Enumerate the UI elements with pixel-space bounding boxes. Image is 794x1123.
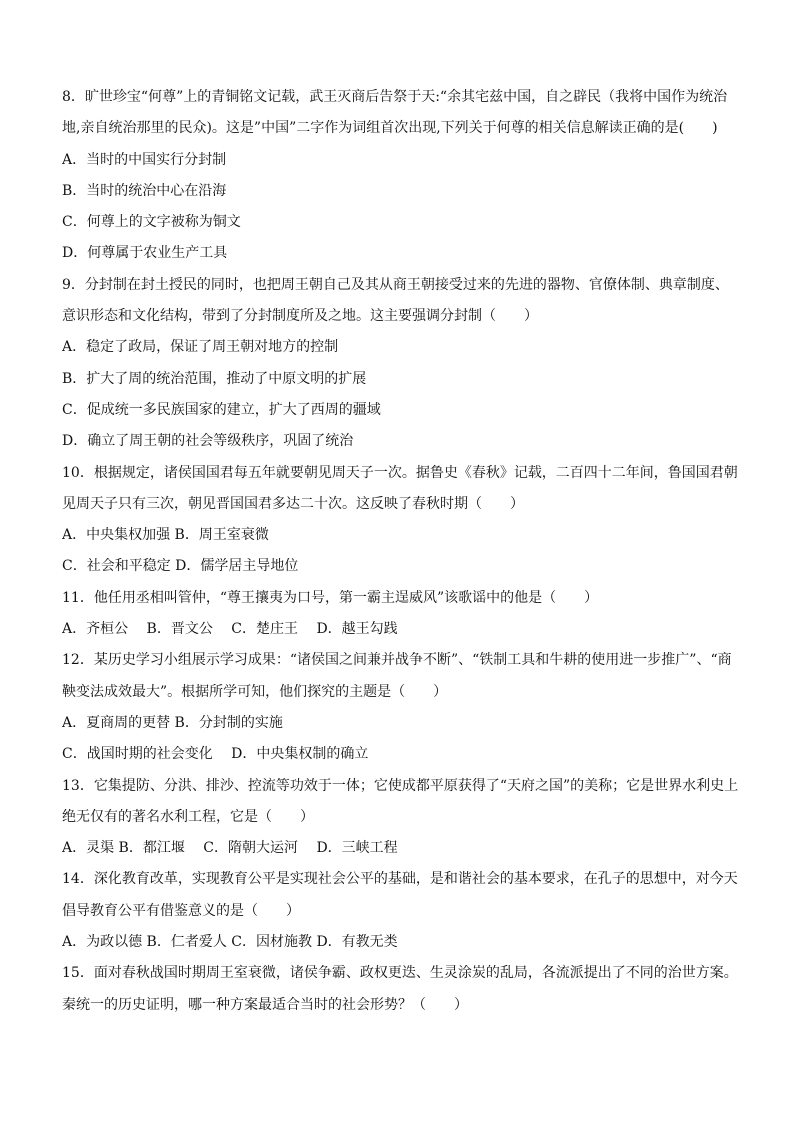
q12-stem-line1: 12．某历史学习小组展示学习成果：“诸侯国之间兼并战争不断”、“铁制工具和牛耕的使用进一步推广”、“商 xyxy=(62,652,732,669)
q8-option-a: A．当时的中国实行分封制 xyxy=(62,151,227,168)
q9-option-b: B．扩大了周的统治范围，推动了中原文明的扩展 xyxy=(62,370,367,387)
q9-stem-line2: 意识形态和文化结构，带到了分封制度所及之地。这主要强调分封制（ ） xyxy=(62,308,538,325)
q8-stem-line2: 地,亲自统治那里的民众)。这是”中国”二字作为词组首次出现,下列关于何尊的相关信息解读正确的是( ) xyxy=(62,120,718,137)
q11-stem: 11．他任用丞相叫管仲，“尊王攘夷为口号，第一霸主逞威风”该歌谣中的他是（ ） xyxy=(62,589,599,606)
q10-stem-line1: 10．根据规定，诸侯国国君每五年就要朝见周天子一次。据鲁史《春秋》记载，二百四十二年间，鲁国国君朝 xyxy=(62,464,738,481)
q10-stem-line2: 见周天子只有三次，朝见晋国国君多达二十次。这反映了春秋时期（ ） xyxy=(62,495,524,512)
q9-stem-line1: 9．分封制在封土授民的同时，也把周王朝自己及其从商王朝接受过来的先进的器物、官僚体制、典章制度、 xyxy=(62,276,729,293)
q10-options-cd: C．社会和平稳定 D．儒学居主导地位 xyxy=(62,558,299,575)
exam-page xyxy=(62,86,742,1025)
q12-options-ab: A．夏商周的更替 B．分封制的实施 xyxy=(62,714,283,731)
q8-stem-line1: 8．旷世珍宝“何尊”上的青铜铭文记载，武王灭商后告祭于天:“余其宅兹中国，自之辟民（我将中国作为统治 xyxy=(62,89,728,105)
q14-stem-line1: 14．深化教育改革，实现教育公平是实现社会公平的基础，是和谐社会的基本要求，在孔子的思想中，对今天 xyxy=(62,871,738,888)
q9-option-a: A．稳定了政局，保证了周王朝对地方的控制 xyxy=(62,339,339,356)
q12-options-cd: C．战国时期的社会变化 D．中央集权制的确立 xyxy=(62,746,369,763)
q14-stem-line2: 倡导教育公平有借鉴意义的是（ ） xyxy=(62,902,300,919)
q10-options-ab: A．中央集权加强 B．周王室衰微 xyxy=(62,527,269,544)
q12-stem-line2: 鞅变法成效最大”。根据所学可知，他们探究的主题是（ ） xyxy=(62,683,448,700)
q15-stem-line2: 秦统一的历史证明，哪一种方案最适合当时的社会形势？（ ） xyxy=(62,996,468,1013)
q9-option-d: D．确立了周王朝的社会等级秩序，巩固了统治 xyxy=(62,433,354,450)
q8-option-b: B．当时的统治中心在沿海 xyxy=(62,182,227,199)
q13-options: A．灵渠 B．都江堰 C．隋朝大运河 D．三峡工程 xyxy=(62,840,398,857)
q13-stem-line2: 绝无仅有的著名水利工程，它是（ ） xyxy=(62,808,314,825)
q9-option-c: C．促成统一多民族国家的建立，扩大了西周的疆域 xyxy=(62,401,381,418)
q13-stem-line1: 13．它集提防、分洪、排沙、控流等功效于一体；它使成都平原获得了“天府之国”的美称；它是世界水利史上 xyxy=(62,777,739,794)
q15-stem-line1: 15．面对春秋战国时期周王室衰微，诸侯争霸、政权更迭、生灵涂炭的乱局，各流派提出了不同的治世方案。 xyxy=(62,965,738,982)
q14-options: A．为政以德 B．仁者爱人 C．因材施教 D．有教无类 xyxy=(62,934,398,951)
q11-options: A．齐桓公 B．晋文公 C．楚庄王 D．越王勾践 xyxy=(62,621,398,638)
q8-option-c: C．何尊上的文字被称为铜文 xyxy=(62,214,241,231)
q8-option-d: D．何尊属于农业生产工具 xyxy=(62,245,228,262)
